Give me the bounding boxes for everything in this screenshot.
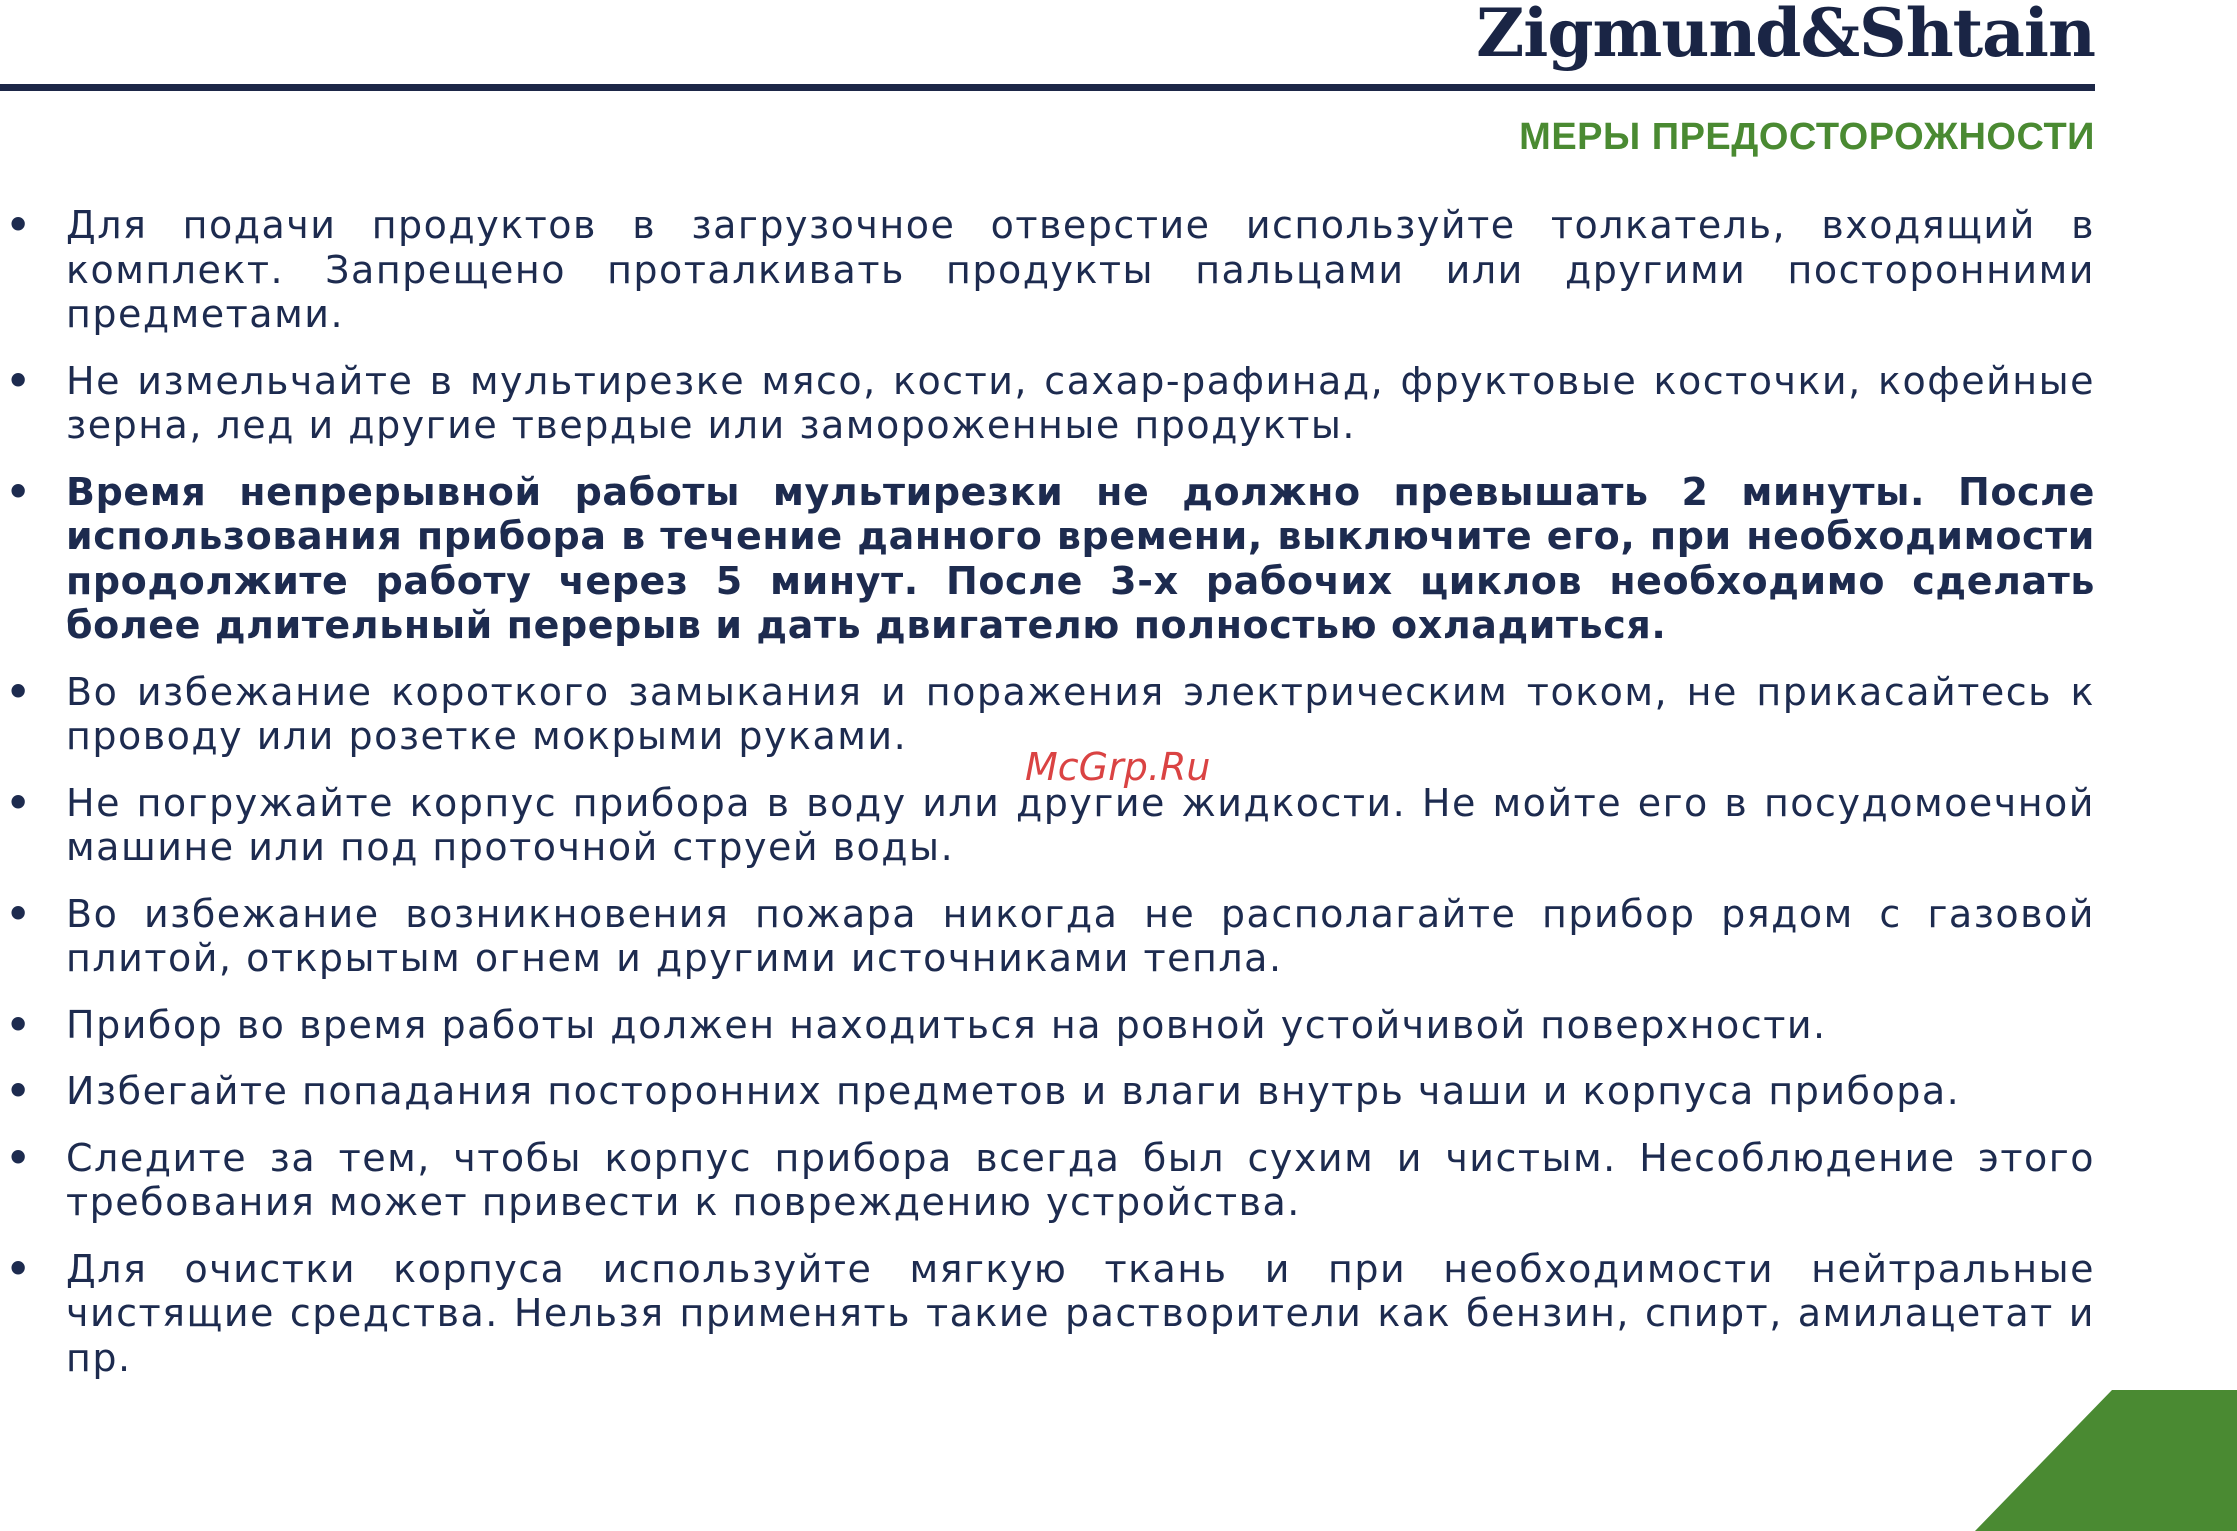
list-item <box>0 359 2095 448</box>
corner-decoration <box>1975 1390 2237 1531</box>
list-item-text: Избегайте попадания посторонних предметов и влаги внутрь чаши и корпуса прибора. <box>66 1069 1961 1113</box>
bullet-icon: • <box>6 203 32 247</box>
list-item <box>0 1247 2095 1381</box>
brand-logo: Zigmund&Shtain <box>1476 0 2095 72</box>
list-item <box>0 781 2095 870</box>
section-title: МЕРЫ ПРЕДОСТОРОЖНОСТИ <box>1519 116 2095 158</box>
list-item-text: Не измельчайте в мультирезке мясо, кости, сахар-рафинад, фруктовые косточки, кофейные зерна, лед и другие твердые или замороженные продукты. <box>66 358 2095 447</box>
bullet-icon: • <box>6 1246 32 1291</box>
bullet-icon: • <box>6 1002 32 1047</box>
bullet-icon: • <box>6 780 32 825</box>
bullet-icon: • <box>6 1135 32 1180</box>
list-item-text: Во избежание короткого замыкания и поражения электрическим током, не прикасайтесь к проводу или розетке мокрыми руками. <box>66 669 2095 758</box>
list-item-text: Следите за тем, чтобы корпус прибора всегда был сухим и чистым. Несоблюдение этого требования может привести к повреждению устройства. <box>66 1135 2095 1224</box>
bullet-icon: • <box>6 469 31 514</box>
list-item <box>0 203 2095 337</box>
list-item-text: Прибор во время работы должен находиться на ровной устойчивой поверхности. <box>66 1002 1827 1047</box>
precautions-list <box>0 203 2095 1402</box>
list-item-text: Для подачи продуктов в загрузочное отверстие используйте толкатель, входящий в комплект. Запрещено проталкивать продукты пальцами или другими посторонними предметами. <box>66 203 2095 336</box>
list-item <box>0 1003 2095 1048</box>
list-item-text: Для очистки корпуса используйте мягкую ткань и при необходимости нейтральные чистящие средства. Нельзя применять такие растворители как бензин, спирт, амилацетат и пр. <box>66 1246 2095 1380</box>
list-item-text: Во избежание возникновения пожара никогда не располагайте прибор рядом с газовой плитой, открытым огнем и другими источниками тепла. <box>66 891 2095 980</box>
header-rule <box>0 84 2095 91</box>
bullet-icon: • <box>6 1069 32 1113</box>
list-item <box>0 1136 2095 1225</box>
bullet-icon: • <box>6 669 32 714</box>
list-item <box>0 892 2095 981</box>
bullet-icon: • <box>6 358 32 403</box>
list-item <box>0 1069 2095 1114</box>
bullet-icon: • <box>6 891 32 936</box>
list-item-text: Не погружайте корпус прибора в воду или другие жидкости. Не мойте его в посудомоечной машине или под проточной струей воды. <box>66 780 2095 869</box>
watermark: McGrp.Ru <box>1025 745 1211 789</box>
list-item-text: Время непрерывной работы мультирезки не должно превышать 2 минуты. После использования прибора в течение данного времени, выключите его, при необходимости продолжите работу через 5 минут. После 3-х рабочих циклов необходимо сделать более длительный перерыв и дать двигателю полностью охладиться. <box>66 469 2095 647</box>
list-item <box>0 470 2095 648</box>
